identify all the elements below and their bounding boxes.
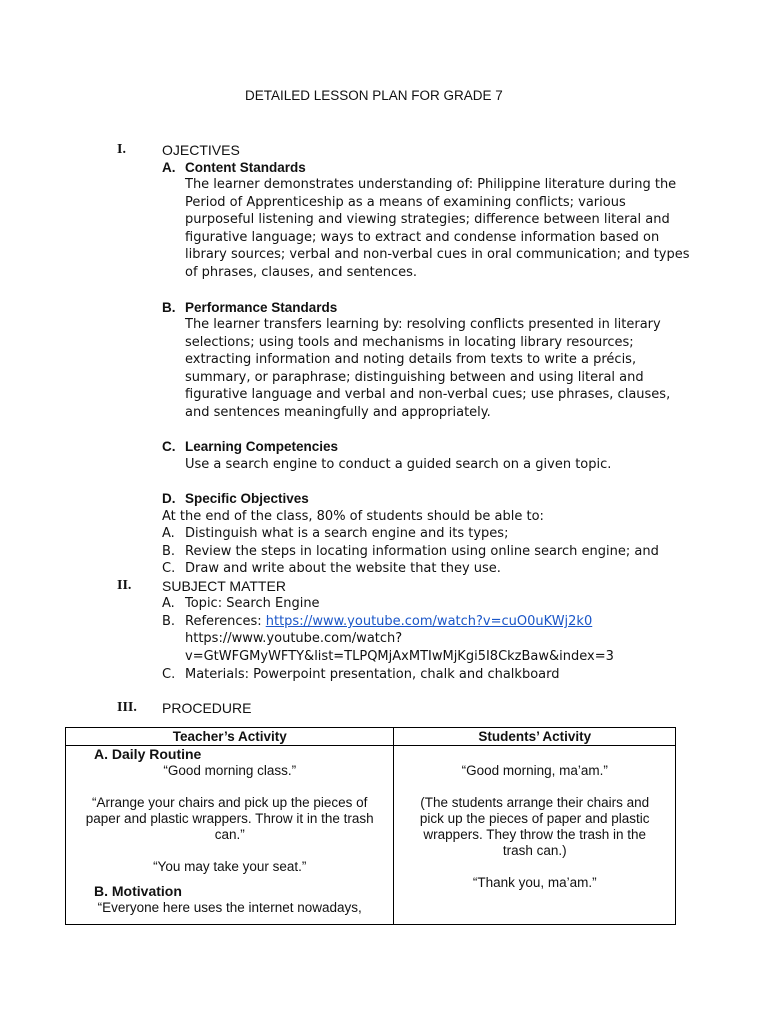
content-standards-letter: A. [162, 160, 176, 175]
objectives-heading: OJECTIVES [162, 142, 240, 158]
materials-text: Materials: Powerpoint presentation, chalk and chalkboard [185, 667, 560, 682]
performance-standards-text: The learner transfers learning by: resolving conflicts presented in literary selections; using tools and mechanisms in locating library resources; extracting information and noting details from texts to write a précis, summary, or paraphrase; distinguishing between and using literal and figurative language and verbal and non-verbal cues; use phrases, clauses, and sentences meaningfully and appropriately. [185, 317, 671, 420]
specific-objectives-heading: Specific Objectives [185, 491, 309, 506]
student-line: (The students arrange their chairs and [420, 795, 650, 810]
specific-objectives-letter: D. [162, 491, 176, 506]
list-item-letter: C. [162, 561, 176, 576]
specific-objectives-intro: At the end of the class, 80% of students should be able to: [162, 509, 544, 524]
list-item: Review the steps in locating information using online search engine; and [185, 544, 659, 559]
learning-competencies-letter: C. [162, 439, 176, 454]
section-numeral: I. [117, 142, 126, 157]
students-activity-cell [394, 746, 676, 925]
teacher-line: paper and plastic wrappers. Throw it in the trash [85, 811, 374, 826]
list-item-letter: A. [162, 596, 175, 611]
student-line: “Thank you, ma’am.” [472, 875, 597, 890]
learning-competencies-heading: Learning Competencies [185, 439, 339, 454]
list-item: Distinguish what is a search engine and its types; [185, 526, 509, 541]
list-item-letter: C. [162, 667, 176, 682]
list-item-letter: B. [162, 614, 176, 629]
references-line [185, 613, 592, 631]
teacher-line: “Arrange your chairs and pick up the pieces of [92, 795, 368, 810]
teacher-line: “Good morning class.” [163, 763, 297, 778]
references-label: References: [185, 614, 266, 629]
section-numeral: II. [117, 578, 132, 593]
procedure-heading: PROCEDURE [162, 700, 252, 716]
teacher-line: “Everyone here uses the internet nowadays, [97, 900, 362, 915]
document-title: DETAILED LESSON PLAN FOR GRADE 7 [245, 88, 503, 103]
daily-routine-heading: A. Daily Routine [94, 746, 202, 762]
subject-matter-heading: SUBJECT MATTER [162, 578, 286, 594]
content-standards-heading: Content Standards [185, 160, 306, 175]
procedure-table [65, 727, 676, 925]
table-row [66, 746, 676, 925]
topic-text: Topic: Search Engine [185, 596, 320, 611]
teacher-line: “You may take your seat.” [153, 859, 307, 874]
student-line: pick up the pieces of paper and plastic [419, 811, 650, 826]
list-item-letter: B. [162, 544, 176, 559]
student-line: “Good morning, ma’am.” [461, 763, 608, 778]
motivation-heading: B. Motivation [94, 883, 182, 899]
student-line: trash can.) [502, 843, 567, 858]
teacher-activity-cell [66, 746, 394, 925]
students-activity-header: Students’ Activity [394, 728, 676, 746]
teacher-activity-header: Teacher’s Activity [66, 728, 394, 746]
performance-standards-letter: B. [162, 300, 176, 315]
reference-url-line: https://www.youtube.com/watch? [185, 631, 403, 646]
content-standards-text: The learner demonstrates understanding of: Philippine literature during the Period of Apprenticeship as a means of examining conflicts; various purposeful listening and viewing strategies; difference between literal and figurative language; ways to extract and condense information based on library sources; verbal and non-verbal cues in oral communication; and types of phrases, clauses, and sentences. [185, 177, 690, 280]
reference-link[interactable]: https://www.youtube.com/watch?v=cuO0uKWj2k0 [265, 614, 593, 629]
section-numeral: III. [117, 700, 137, 715]
table-header-row [66, 728, 676, 746]
student-line: wrappers. They throw the trash in the [423, 827, 647, 842]
learning-competencies-text: Use a search engine to conduct a guided search on a given topic. [185, 457, 612, 472]
list-item-letter: A. [162, 526, 175, 541]
performance-standards-heading: Performance Standards [185, 300, 338, 315]
reference-url-line: v=GtWFGMyWFTY&list=TLPQMjAxMTIwMjKgi5I8CkzBaw&index=3 [185, 649, 614, 664]
teacher-line: can.” [214, 827, 245, 842]
list-item: Draw and write about the website that they use. [185, 561, 501, 576]
